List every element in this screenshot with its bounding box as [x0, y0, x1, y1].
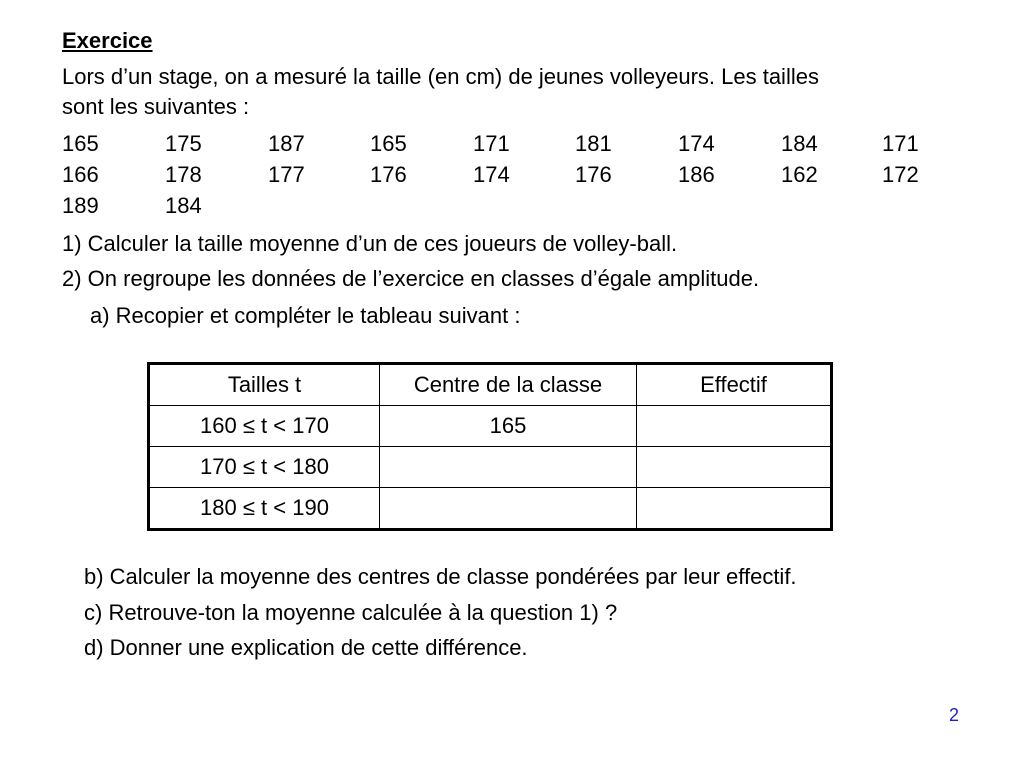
height-value: 176: [370, 162, 407, 187]
header-centre: Centre de la classe: [380, 364, 637, 406]
height-value: 171: [473, 131, 510, 156]
question-2c: c) Retrouve-ton la moyenne calculée à la question 1) ?: [84, 600, 618, 625]
class-table: [147, 362, 833, 531]
header-effectif: Effectif: [637, 364, 832, 406]
exercise-title: Exercice: [62, 28, 153, 53]
table-header-row: [149, 364, 832, 406]
height-value: 181: [575, 131, 612, 156]
question-2b: b) Calculer la moyenne des centres de classe pondérées par leur effectif.: [84, 564, 797, 589]
question-2: 2) On regroupe les données de l’exercice en classes d’égale amplitude.: [62, 266, 760, 291]
cell-centre: [380, 488, 637, 530]
height-value: 175: [165, 131, 202, 156]
cell-effectif: [637, 447, 832, 488]
height-value: 171: [882, 131, 919, 156]
height-value: 162: [781, 162, 818, 187]
table-row: [149, 406, 832, 447]
cell-centre: [380, 447, 637, 488]
height-value: 178: [165, 162, 202, 187]
intro-line-1: Lors d’un stage, on a mesuré la taille (en cm) de jeunes volleyeurs. Les tailles: [62, 64, 819, 89]
cell-class: 160 ≤ t < 170: [149, 406, 380, 447]
height-value: 184: [781, 131, 818, 156]
height-value: 174: [678, 131, 715, 156]
height-value: 187: [268, 131, 305, 156]
table-row: [149, 488, 832, 530]
height-value: 177: [268, 162, 305, 187]
height-value: 166: [62, 162, 99, 187]
header-tailles: Tailles t: [149, 364, 380, 406]
height-value: 176: [575, 162, 612, 187]
height-value: 184: [165, 193, 202, 218]
height-value: 165: [62, 131, 99, 156]
height-value: 172: [882, 162, 919, 187]
cell-class: 180 ≤ t < 190: [149, 488, 380, 530]
height-value: 189: [62, 193, 99, 218]
page-number: 2: [949, 705, 960, 725]
cell-centre: 165: [380, 406, 637, 447]
cell-class: 170 ≤ t < 180: [149, 447, 380, 488]
question-2d: d) Donner une explication de cette différence.: [84, 635, 528, 660]
height-value: 174: [473, 162, 510, 187]
table-row: [149, 447, 832, 488]
question-2a: a) Recopier et compléter le tableau suivant :: [90, 303, 521, 328]
cell-effectif: [637, 406, 832, 447]
intro-line-2: sont les suivantes :: [62, 94, 250, 119]
cell-effectif: [637, 488, 832, 530]
height-value: 165: [370, 131, 407, 156]
question-1: 1) Calculer la taille moyenne d’un de ces joueurs de volley-ball.: [62, 231, 678, 256]
height-value: 186: [678, 162, 715, 187]
